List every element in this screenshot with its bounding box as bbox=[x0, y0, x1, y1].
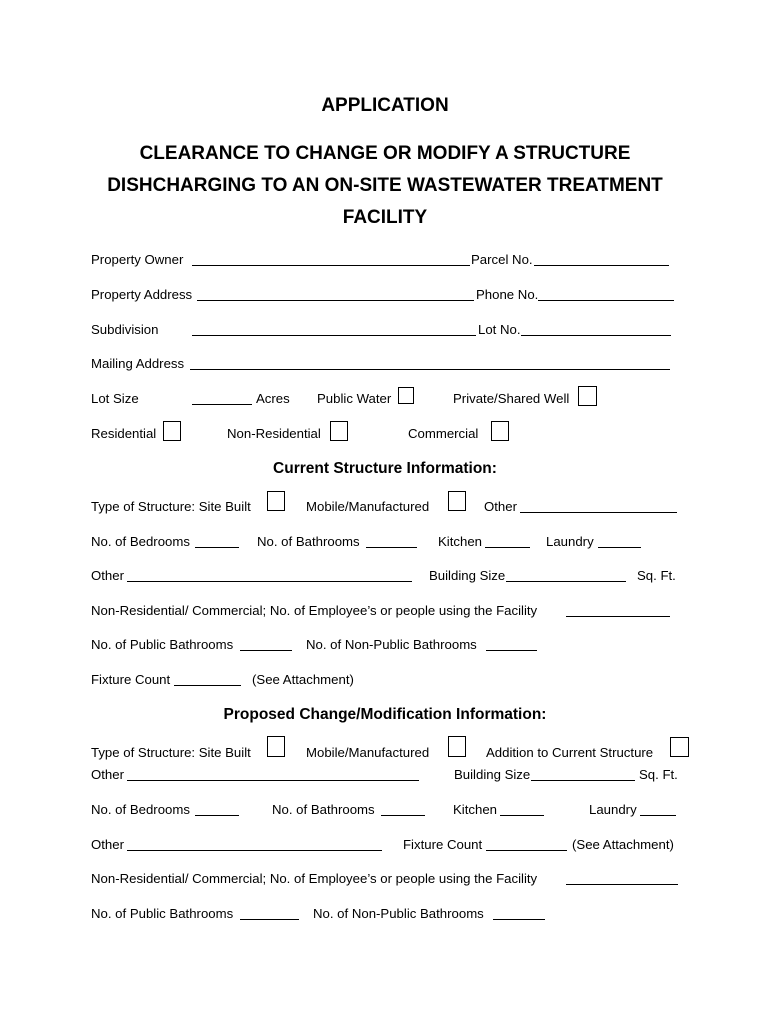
subtitle-line-3: FACILITY bbox=[342, 207, 428, 228]
proposed-nonpublic-bathrooms-label: No. of Non-Public Bathrooms bbox=[313, 906, 484, 921]
residential-checkbox[interactable] bbox=[163, 421, 181, 441]
current-sqft-label: Sq. Ft. bbox=[637, 568, 676, 583]
proposed-kitchen-label: Kitchen bbox=[453, 802, 497, 817]
proposed-addition-checkbox[interactable] bbox=[670, 737, 689, 757]
current-fixture-count-label: Fixture Count bbox=[91, 672, 171, 687]
proposed-bedrooms-label: No. of Bedrooms bbox=[91, 802, 190, 817]
proposed-type-of-structure-label: Type of Structure: Site Built bbox=[91, 745, 251, 760]
current-laundry-field[interactable] bbox=[598, 547, 641, 548]
proposed-other-field-2[interactable] bbox=[127, 850, 382, 851]
current-building-size-field[interactable] bbox=[506, 581, 626, 582]
current-nonpublic-bathrooms-label: No. of Non-Public Bathrooms bbox=[306, 637, 477, 652]
proposed-public-bathrooms-field[interactable] bbox=[240, 919, 299, 920]
proposed-laundry-field[interactable] bbox=[640, 815, 676, 816]
phone-no-field[interactable] bbox=[538, 300, 674, 301]
current-employees-field[interactable] bbox=[566, 616, 670, 617]
commercial-label: Commercial bbox=[408, 426, 479, 441]
phone-no-label: Phone No. bbox=[476, 287, 539, 302]
subdivision-label: Subdivision bbox=[91, 322, 159, 337]
non-residential-checkbox[interactable] bbox=[330, 421, 348, 441]
subtitle-line-2: DISHCHARGING TO AN ON-SITE WASTEWATER TREATMENT bbox=[107, 175, 663, 196]
current-other-type-field[interactable] bbox=[520, 512, 677, 513]
acres-label: Acres bbox=[256, 391, 290, 406]
proposed-mobile-checkbox[interactable] bbox=[448, 736, 466, 757]
page-title: APPLICATION bbox=[321, 95, 449, 116]
parcel-no-label: Parcel No. bbox=[471, 252, 533, 267]
proposed-fixture-count-field[interactable] bbox=[486, 850, 567, 851]
property-address-label: Property Address bbox=[91, 287, 193, 302]
current-public-bathrooms-field[interactable] bbox=[240, 650, 292, 651]
subdivision-field[interactable] bbox=[192, 335, 476, 336]
current-structure-heading: Current Structure Information: bbox=[273, 460, 497, 477]
proposed-other-field[interactable] bbox=[127, 780, 419, 781]
lot-no-label: Lot No. bbox=[478, 322, 521, 337]
current-other-label-2: Other bbox=[91, 568, 124, 583]
current-kitchen-field[interactable] bbox=[485, 547, 530, 548]
proposed-sqft-label: Sq. Ft. bbox=[639, 767, 678, 782]
proposed-employees-field[interactable] bbox=[566, 884, 678, 885]
proposed-site-built-checkbox[interactable] bbox=[267, 736, 285, 757]
proposed-bedrooms-field[interactable] bbox=[195, 815, 239, 816]
current-other-field[interactable] bbox=[127, 581, 412, 582]
current-type-of-structure-label: Type of Structure: Site Built bbox=[91, 499, 251, 514]
current-building-size-label: Building Size bbox=[429, 568, 506, 583]
proposed-kitchen-field[interactable] bbox=[500, 815, 544, 816]
proposed-employees-label: Non-Residential/ Commercial; No. of Employee’s or people using the Facility bbox=[91, 871, 538, 886]
current-other-label: Other bbox=[484, 499, 517, 514]
current-fixture-count-field[interactable] bbox=[174, 685, 241, 686]
proposed-see-attachment: (See Attachment) bbox=[572, 837, 674, 852]
proposed-public-bathrooms-label: No. of Public Bathrooms bbox=[91, 906, 234, 921]
current-bedrooms-label: No. of Bedrooms bbox=[91, 534, 190, 549]
private-well-checkbox[interactable] bbox=[578, 386, 597, 406]
proposed-addition-label: Addition to Current Structure bbox=[486, 745, 654, 760]
proposed-change-heading: Proposed Change/Modification Information: bbox=[223, 706, 547, 723]
lot-no-field[interactable] bbox=[521, 335, 671, 336]
proposed-building-size-field[interactable] bbox=[531, 780, 635, 781]
proposed-nonpublic-bathrooms-field[interactable] bbox=[493, 919, 545, 920]
proposed-other-label-2: Other bbox=[91, 837, 124, 852]
current-site-built-checkbox[interactable] bbox=[267, 491, 285, 511]
proposed-fixture-count-label: Fixture Count bbox=[403, 837, 483, 852]
subtitle-line-1: CLEARANCE TO CHANGE OR MODIFY A STRUCTURE bbox=[139, 143, 631, 164]
proposed-bathrooms-field[interactable] bbox=[381, 815, 425, 816]
property-owner-label: Property Owner bbox=[91, 252, 184, 267]
property-owner-field[interactable] bbox=[192, 265, 470, 266]
lot-size-field[interactable] bbox=[192, 404, 252, 405]
public-water-label: Public Water bbox=[317, 391, 392, 406]
current-laundry-label: Laundry bbox=[546, 534, 594, 549]
proposed-bathrooms-label: No. of Bathrooms bbox=[272, 802, 375, 817]
current-employees-label: Non-Residential/ Commercial; No. of Employee’s or people using the Facility bbox=[91, 603, 538, 618]
current-bathrooms-label: No. of Bathrooms bbox=[257, 534, 360, 549]
current-mobile-checkbox[interactable] bbox=[448, 491, 466, 511]
current-kitchen-label: Kitchen bbox=[438, 534, 482, 549]
current-bathrooms-field[interactable] bbox=[366, 547, 417, 548]
proposed-laundry-label: Laundry bbox=[589, 802, 637, 817]
current-mobile-label: Mobile/Manufactured bbox=[306, 499, 430, 514]
mailing-address-field[interactable] bbox=[190, 369, 670, 370]
public-water-checkbox[interactable] bbox=[398, 387, 414, 404]
lot-size-label: Lot Size bbox=[91, 391, 139, 406]
commercial-checkbox[interactable] bbox=[491, 421, 509, 441]
private-well-label: Private/Shared Well bbox=[453, 391, 570, 406]
current-see-attachment: (See Attachment) bbox=[252, 672, 354, 687]
mailing-address-label: Mailing Address bbox=[91, 356, 185, 371]
current-public-bathrooms-label: No. of Public Bathrooms bbox=[91, 637, 234, 652]
non-residential-label: Non-Residential bbox=[227, 426, 321, 441]
current-nonpublic-bathrooms-field[interactable] bbox=[486, 650, 537, 651]
residential-label: Residential bbox=[91, 426, 157, 441]
current-bedrooms-field[interactable] bbox=[195, 547, 239, 548]
proposed-building-size-label: Building Size bbox=[454, 767, 531, 782]
proposed-other-label: Other bbox=[91, 767, 124, 782]
proposed-mobile-label: Mobile/Manufactured bbox=[306, 745, 430, 760]
property-address-field[interactable] bbox=[197, 300, 474, 301]
parcel-no-field[interactable] bbox=[534, 265, 669, 266]
